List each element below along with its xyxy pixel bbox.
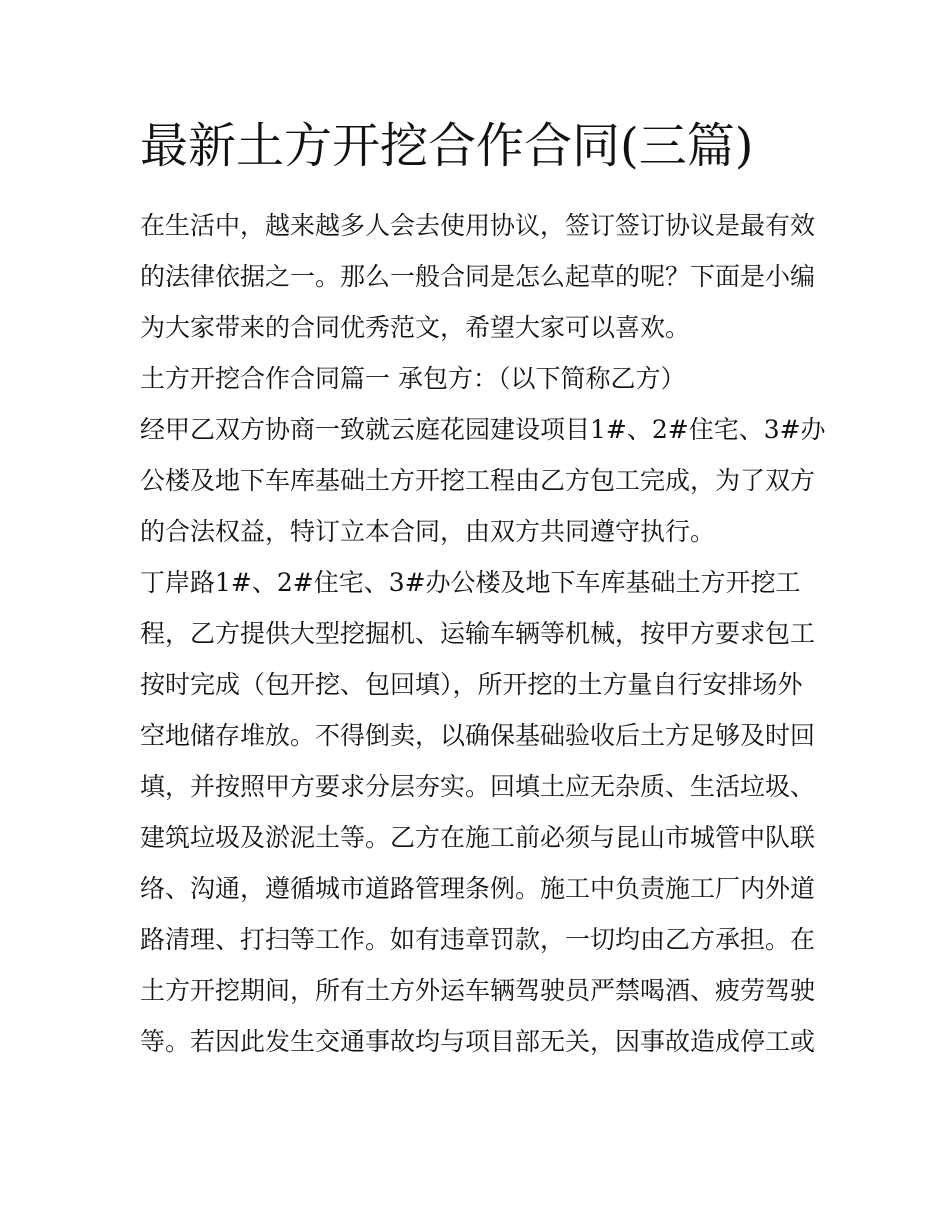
text-line: 程，乙方提供大型挖掘机、运输车辆等机械，按甲方要求包工 <box>140 619 816 648</box>
document-title: 最新土方开挖合作合同(三篇) <box>140 118 754 174</box>
text-line: 的合法权益，特订立本合同，由双方共同遵守执行。 <box>140 517 716 546</box>
text-line: 按时完成（包开挖、包回填），所开挖的土方量自行安排场外 <box>140 670 803 699</box>
text-line: 丁岸路1#、2#住宅、3#办公楼及地下车库基础土方开挖工 <box>140 568 801 597</box>
text-line: 空地储存堆放。不得倒卖，以确保基础验收后土方足够及时回 <box>140 721 816 750</box>
text-line: 经甲乙双方协商一致就云庭花园建设项目1#、2#住宅、3#办 <box>140 415 826 444</box>
document-body <box>140 200 826 1067</box>
text-line: 路清理、打扫等工作。如有违章罚款，一切均由乙方承担。在 <box>140 925 816 954</box>
paragraph-contract-heading <box>140 353 820 404</box>
text-line: 土方开挖合作合同篇一 承包方：（以下简称乙方） <box>140 364 686 393</box>
text-line: 在生活中，越来越多人会去使用协议，签订签订协议是最有效 <box>140 211 816 240</box>
paragraph-scope <box>140 557 820 1067</box>
text-line: 络、沟通，遵循城市道路管理条例。施工中负责施工厂内外道 <box>140 874 816 903</box>
paragraph-agreement <box>140 404 826 557</box>
text-line: 公楼及地下车库基础土方开挖工程由乙方包工完成，为了双方 <box>140 466 816 495</box>
text-line: 为大家带来的合同优秀范文，希望大家可以喜欢。 <box>140 313 691 342</box>
text-line: 填，并按照甲方要求分层夯实。回填土应无杂质、生活垃圾、 <box>140 772 816 801</box>
text-line: 土方开挖期间，所有土方外运车辆驾驶员严禁喝酒、疲劳驾驶 <box>140 976 816 1005</box>
text-line: 建筑垃圾及淤泥土等。乙方在施工前必须与昆山市城管中队联 <box>140 823 816 852</box>
text-line: 等。若因此发生交通事故均与项目部无关，因事故造成停工或 <box>140 1027 816 1056</box>
paragraph-intro <box>140 200 820 353</box>
text-line: 的法律依据之一。那么一般合同是怎么起草的呢？下面是小编 <box>140 262 816 291</box>
